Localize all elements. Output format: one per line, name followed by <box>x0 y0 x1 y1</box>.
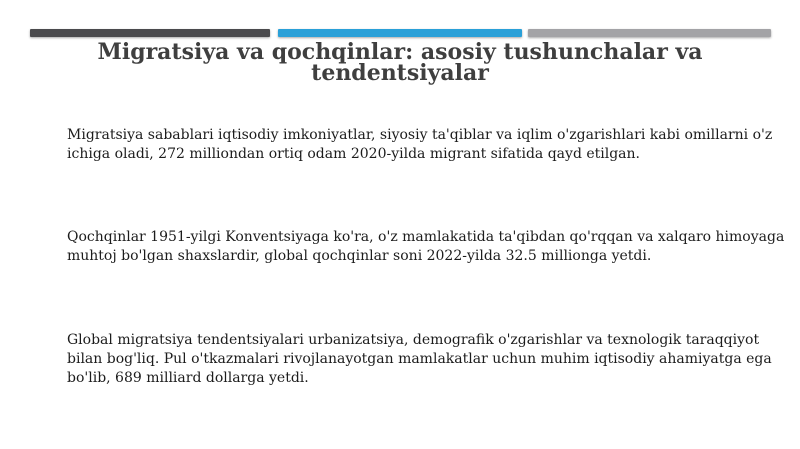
header-bar-dark <box>30 29 270 37</box>
header-bar-blue <box>278 29 522 37</box>
paragraph-global-trends: Global migratsiya tendentsiyalari urbanizatsiya, demografik o'zgarishlar va texnologik taraqqiyot bilan bog'liq. Pul o'tkazmalari rivojlanayotgan mamlakatlar uchun muhim iqtisodiy ahamiyatga ega bo'lib, 689 milliard dollarga yetdi. <box>67 332 772 386</box>
paragraph-migration-causes: Migratsiya sabablari iqtisodiy imkoniyatlar, siyosiy ta'qiblar va iqlim o'zgarishlari kabi omillarni o'z ichiga oladi, 272 milliondan ortiq odam 2020-yilda migrant sifatida qayd etilgan. <box>67 127 773 162</box>
decorative-header-bars <box>30 29 771 38</box>
paragraph-refugees-definition: Qochqinlar 1951-yilgi Konventsiyaga ko'ra, o'z mamlakatida ta'qibdan qo'rqqan va xalqaro himoyaga muhtoj bo'lgan shaxslardir, global qochqinlar soni 2022-yilda 32.5 millionga yetdi. <box>67 229 785 264</box>
slide-title: Migratsiya va qochqinlar: asosiy tushunchalar va tendentsiyalar <box>97 39 703 86</box>
header-bar-gray <box>528 29 771 37</box>
